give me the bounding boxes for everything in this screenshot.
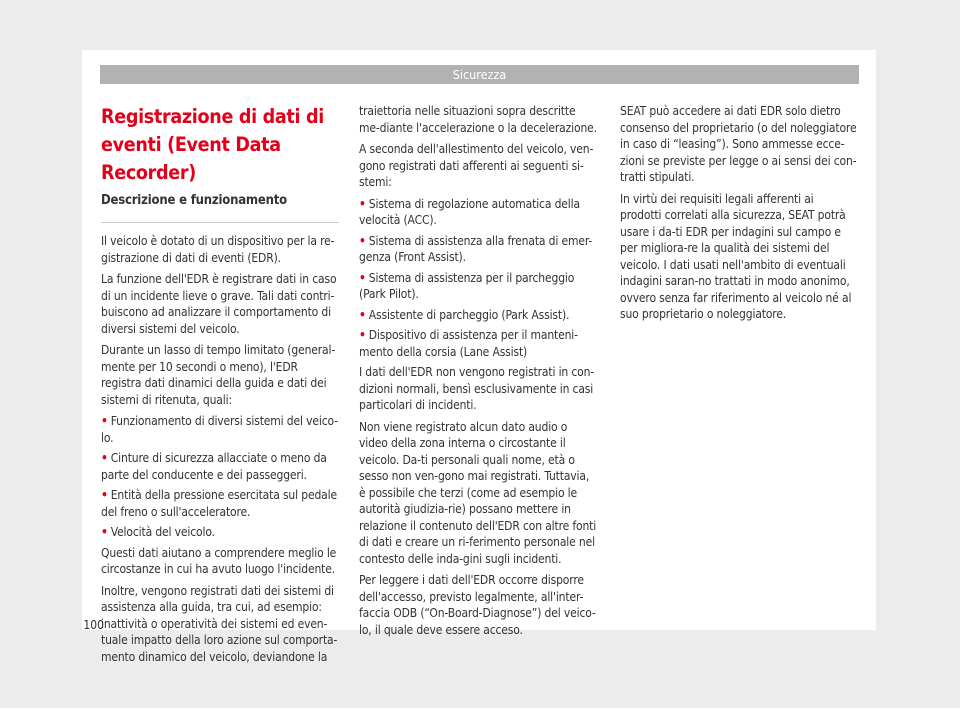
divider <box>101 222 339 223</box>
bullet-item: • Cinture di sicurezza allacciate o meno da parte del conducente e dei passeggeri. <box>101 451 327 482</box>
page-title: Registrazione di dati di eventi (Event Data Recorder) <box>101 105 325 184</box>
bullet-item: • Dispositivo di assistenza per il manteni-mento della corsia (Lane Assist) <box>359 328 578 359</box>
bullet-item: • Assistente di parcheggio (Park Assist). <box>359 307 570 322</box>
paragraph: Il veicolo è dotato di un dispositivo per la re-gistrazione di dati di eventi (EDR). <box>101 234 335 265</box>
column-1 <box>101 103 339 670</box>
paragraph: La funzione dell'EDR è registrare dati in caso di un incidente lieve o grave. Tali dati contri-buiscono ad analizzare il comportamento di diversi sistemi del veicolo. <box>101 272 337 336</box>
bullet-icon: • <box>359 270 366 285</box>
paragraph: traiettoria nelle situazioni sopra descritte me-diante l'accelerazione o la decelerazione. <box>359 104 597 135</box>
bullet-item: • Velocità del veicolo. <box>101 525 215 539</box>
bullet-icon: • <box>101 488 108 502</box>
paragraph: Durante un lasso di tempo limitato (general-mente per 10 secondi o meno), l'EDR registra dati dinamici della guida e dati dei sistemi di ritenuta, quali: <box>101 343 336 407</box>
paragraph: Questi dati aiutano a comprendere meglio le circostanze in cui ha avuto luogo l'incidente. <box>101 545 337 576</box>
bullet-icon: • <box>101 451 108 465</box>
page-number: 100 <box>83 618 104 632</box>
section-subtitle: Descrizione e funzionamento <box>101 193 287 208</box>
column-3 <box>620 103 858 328</box>
bullet-icon: • <box>359 233 366 248</box>
bullet-icon: • <box>359 196 366 211</box>
section-header: Sicurezza <box>100 65 859 84</box>
bullet-icon: • <box>359 307 366 322</box>
bullet-item: • Funzionamento di diversi sistemi del veico-lo. <box>101 414 338 445</box>
paragraph: I dati dell'EDR non vengono registrati in con-dizioni normali, bensì esclusivamente in casi particolari di incidenti. <box>359 365 595 412</box>
paragraph: In virtù dei requisiti legali afferenti ai prodotti correlati alla sicurezza, SEAT potrà usare i da-ti EDR per indagini sul campo e per migliora-re la qualità dei sistemi del veicolo. I dati usati nell'ambito di eventuali indagini saran-no trattati in modo anonimo, ovvero senza far riferimento al veicolo né al suo proprietario o noleggiatore. <box>620 191 852 321</box>
paragraph: A seconda dell'allestimento del veicolo, ven-gono registrati dati afferenti ai seguenti si-stemi: <box>359 142 594 189</box>
column-2 <box>359 103 597 643</box>
bullet-item: • Sistema di regolazione automatica della velocità (ACC). <box>359 196 580 227</box>
bullet-item: • Sistema di assistenza alla frenata di emer-genza (Front Assist). <box>359 233 593 264</box>
manual-page <box>82 50 876 664</box>
bullet-icon: • <box>101 525 108 539</box>
paragraph: SEAT può accedere ai dati EDR solo dietro consenso del proprietario (o del noleggiatore in caso di “leasing”). Sono ammesse ecce-zioni se previste per legge o ai sensi dei con-tratti stipulati. <box>620 104 857 184</box>
bullet-item: • Entità della pressione esercitata sul pedale del freno o sull'acceleratore. <box>101 488 337 519</box>
bullet-icon: • <box>101 414 108 428</box>
bullet-icon: • <box>359 328 366 342</box>
paragraph: Inoltre, vengono registrati dati dei sistemi di assistenza alla guida, tra cui, ad esempio: inattività o operatività dei sistemi ed even-tuale impatto della loro azione sul comporta-mento dinamico del veicolo, deviandone la <box>101 583 338 664</box>
paragraph: Per leggere i dati dell'EDR occorre disporre dell'accesso, previsto legalmente, all'inter-faccia ODB (“On-Board-Diagnose”) del veico-lo, il quale deve essere acceso. <box>359 573 596 637</box>
paragraph: Non viene registrato alcun dato audio o video della zona interna o circostante il veicolo. Da-ti personali quali nome, età o sesso non ven-gono mai registrati. Tuttavia, è possibile che terzi (come ad esempio le autorità giudizia-rie) possano mettere in relazione il contenuto dell'EDR con altre fonti di dati e creare un ri-ferimento personale nel contesto delle inda-gini sugli incidenti. <box>359 419 597 566</box>
bullet-item: • Sistema di assistenza per il parcheggio (Park Pilot). <box>359 270 575 301</box>
